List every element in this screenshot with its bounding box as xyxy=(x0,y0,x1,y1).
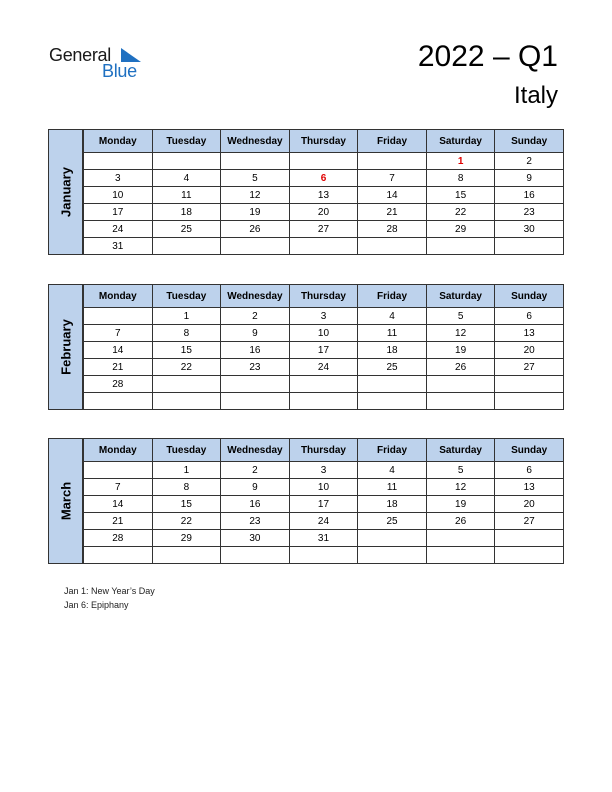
day-cell: 23 xyxy=(221,359,290,376)
day-cell: 17 xyxy=(84,204,153,221)
weekday-header: Thursday xyxy=(289,130,358,153)
month-label: March xyxy=(48,438,83,564)
weekday-header: Monday xyxy=(84,439,153,462)
day-cell xyxy=(84,547,153,564)
weekday-header: Sunday xyxy=(495,130,564,153)
day-cell: 25 xyxy=(358,359,427,376)
brand-logo xyxy=(49,45,149,81)
day-cell: 6 xyxy=(289,170,358,187)
day-cell: 30 xyxy=(495,221,564,238)
day-cell xyxy=(358,530,427,547)
day-cell: 15 xyxy=(152,342,221,359)
weekday-header: Saturday xyxy=(426,439,495,462)
holiday-note: Jan 6: Epiphany xyxy=(64,600,129,610)
week-row xyxy=(84,325,564,342)
month-label: January xyxy=(48,129,83,255)
day-cell: 20 xyxy=(289,204,358,221)
weekday-header-row xyxy=(84,439,564,462)
month-march xyxy=(48,438,564,564)
week-row xyxy=(84,513,564,530)
day-cell: 15 xyxy=(426,187,495,204)
day-cell xyxy=(289,547,358,564)
day-cell: 3 xyxy=(84,170,153,187)
day-cell: 24 xyxy=(289,359,358,376)
day-cell: 26 xyxy=(426,359,495,376)
day-cell xyxy=(495,238,564,255)
day-cell: 11 xyxy=(358,325,427,342)
day-cell xyxy=(495,393,564,410)
day-cell: 7 xyxy=(358,170,427,187)
day-cell: 12 xyxy=(221,187,290,204)
day-cell xyxy=(84,393,153,410)
day-cell: 29 xyxy=(426,221,495,238)
day-cell xyxy=(289,153,358,170)
brand-name-general: General xyxy=(49,45,111,65)
day-cell: 22 xyxy=(426,204,495,221)
calendar-grid xyxy=(83,284,564,410)
day-cell xyxy=(84,153,153,170)
weekday-header: Tuesday xyxy=(152,130,221,153)
day-cell: 12 xyxy=(426,479,495,496)
day-cell xyxy=(152,376,221,393)
day-cell: 29 xyxy=(152,530,221,547)
day-cell: 18 xyxy=(358,342,427,359)
holiday-notes xyxy=(64,584,155,612)
day-cell: 19 xyxy=(426,496,495,513)
day-cell: 13 xyxy=(495,325,564,342)
day-cell: 8 xyxy=(152,479,221,496)
day-cell xyxy=(426,547,495,564)
day-cell: 8 xyxy=(426,170,495,187)
day-cell: 18 xyxy=(358,496,427,513)
day-cell: 11 xyxy=(358,479,427,496)
day-cell: 3 xyxy=(289,308,358,325)
day-cell: 16 xyxy=(221,496,290,513)
day-cell xyxy=(221,238,290,255)
month-january xyxy=(48,129,564,255)
holiday-note: Jan 1: New Year’s Day xyxy=(64,586,155,596)
day-cell xyxy=(426,238,495,255)
day-cell xyxy=(152,153,221,170)
weekday-header: Friday xyxy=(358,439,427,462)
day-cell xyxy=(495,530,564,547)
day-cell xyxy=(358,376,427,393)
day-cell xyxy=(426,530,495,547)
day-cell: 4 xyxy=(358,462,427,479)
weekday-header: Sunday xyxy=(495,285,564,308)
week-row xyxy=(84,221,564,238)
day-cell xyxy=(495,547,564,564)
day-cell: 25 xyxy=(152,221,221,238)
week-row xyxy=(84,204,564,221)
month-february xyxy=(48,284,564,410)
day-cell: 9 xyxy=(495,170,564,187)
week-row xyxy=(84,376,564,393)
day-cell: 27 xyxy=(495,513,564,530)
week-row xyxy=(84,530,564,547)
weekday-header: Tuesday xyxy=(152,439,221,462)
day-cell: 26 xyxy=(426,513,495,530)
day-cell: 18 xyxy=(152,204,221,221)
weekday-header-row xyxy=(84,130,564,153)
weekday-header: Monday xyxy=(84,130,153,153)
day-cell xyxy=(152,238,221,255)
day-cell: 10 xyxy=(289,479,358,496)
day-cell: 24 xyxy=(289,513,358,530)
day-cell: 2 xyxy=(221,462,290,479)
day-cell: 13 xyxy=(495,479,564,496)
day-cell xyxy=(289,376,358,393)
day-cell: 4 xyxy=(358,308,427,325)
day-cell: 22 xyxy=(152,359,221,376)
day-cell: 22 xyxy=(152,513,221,530)
day-cell: 21 xyxy=(358,204,427,221)
day-cell: 5 xyxy=(426,462,495,479)
week-row xyxy=(84,496,564,513)
day-cell: 21 xyxy=(84,513,153,530)
day-cell xyxy=(358,393,427,410)
week-row xyxy=(84,170,564,187)
day-cell: 31 xyxy=(289,530,358,547)
day-cell xyxy=(289,238,358,255)
day-cell: 15 xyxy=(152,496,221,513)
day-cell xyxy=(495,376,564,393)
day-cell: 30 xyxy=(221,530,290,547)
day-cell: 10 xyxy=(84,187,153,204)
week-row xyxy=(84,238,564,255)
day-cell: 1 xyxy=(152,308,221,325)
day-cell: 19 xyxy=(426,342,495,359)
week-row xyxy=(84,462,564,479)
day-cell: 12 xyxy=(426,325,495,342)
day-cell: 5 xyxy=(221,170,290,187)
day-cell: 7 xyxy=(84,325,153,342)
weekday-header: Monday xyxy=(84,285,153,308)
day-cell: 2 xyxy=(221,308,290,325)
day-cell: 17 xyxy=(289,496,358,513)
week-row xyxy=(84,153,564,170)
day-cell xyxy=(221,547,290,564)
calendar-grid xyxy=(83,129,564,255)
week-row xyxy=(84,547,564,564)
day-cell xyxy=(358,547,427,564)
day-cell: 3 xyxy=(289,462,358,479)
day-cell: 20 xyxy=(495,496,564,513)
weekday-header: Wednesday xyxy=(221,439,290,462)
weekday-header: Thursday xyxy=(289,439,358,462)
day-cell: 6 xyxy=(495,308,564,325)
day-cell: 27 xyxy=(289,221,358,238)
day-cell: 27 xyxy=(495,359,564,376)
day-cell: 9 xyxy=(221,479,290,496)
day-cell xyxy=(84,462,153,479)
day-cell: 11 xyxy=(152,187,221,204)
day-cell: 5 xyxy=(426,308,495,325)
day-cell: 20 xyxy=(495,342,564,359)
day-cell: 16 xyxy=(495,187,564,204)
week-row xyxy=(84,479,564,496)
day-cell: 6 xyxy=(495,462,564,479)
day-cell: 28 xyxy=(84,530,153,547)
logo-flag-icon xyxy=(121,48,141,62)
day-cell: 26 xyxy=(221,221,290,238)
weekday-header: Thursday xyxy=(289,285,358,308)
day-cell: 16 xyxy=(221,342,290,359)
month-label: February xyxy=(48,284,83,410)
day-cell: 28 xyxy=(358,221,427,238)
weekday-header-row xyxy=(84,285,564,308)
day-cell: 14 xyxy=(358,187,427,204)
day-cell xyxy=(221,153,290,170)
day-cell: 8 xyxy=(152,325,221,342)
day-cell: 10 xyxy=(289,325,358,342)
day-cell: 14 xyxy=(84,342,153,359)
day-cell xyxy=(426,393,495,410)
day-cell: 9 xyxy=(221,325,290,342)
day-cell xyxy=(221,393,290,410)
week-row xyxy=(84,393,564,410)
day-cell: 28 xyxy=(84,376,153,393)
weekday-header: Sunday xyxy=(495,439,564,462)
day-cell: 4 xyxy=(152,170,221,187)
day-cell xyxy=(358,153,427,170)
week-row xyxy=(84,342,564,359)
day-cell xyxy=(221,376,290,393)
day-cell: 1 xyxy=(152,462,221,479)
day-cell xyxy=(152,547,221,564)
day-cell: 31 xyxy=(84,238,153,255)
day-cell: 24 xyxy=(84,221,153,238)
day-cell: 7 xyxy=(84,479,153,496)
weekday-header: Tuesday xyxy=(152,285,221,308)
day-cell xyxy=(289,393,358,410)
weekday-header: Friday xyxy=(358,130,427,153)
day-cell: 21 xyxy=(84,359,153,376)
page-title: 2022 – Q1 xyxy=(417,40,558,73)
day-cell xyxy=(358,238,427,255)
weekday-header: Saturday xyxy=(426,285,495,308)
day-cell: 19 xyxy=(221,204,290,221)
calendar-grid xyxy=(83,438,564,564)
day-cell: 23 xyxy=(495,204,564,221)
day-cell xyxy=(152,393,221,410)
brand-name-blue: Blue xyxy=(102,61,137,81)
day-cell: 2 xyxy=(495,153,564,170)
day-cell: 17 xyxy=(289,342,358,359)
weekday-header: Saturday xyxy=(426,130,495,153)
weekday-header: Friday xyxy=(358,285,427,308)
day-cell: 25 xyxy=(358,513,427,530)
week-row xyxy=(84,359,564,376)
day-cell xyxy=(84,308,153,325)
week-row xyxy=(84,187,564,204)
day-cell: 1 xyxy=(426,153,495,170)
country-name: Italy xyxy=(513,82,558,109)
week-row xyxy=(84,308,564,325)
weekday-header: Wednesday xyxy=(221,285,290,308)
weekday-header: Wednesday xyxy=(221,130,290,153)
day-cell xyxy=(426,376,495,393)
day-cell: 13 xyxy=(289,187,358,204)
day-cell: 14 xyxy=(84,496,153,513)
day-cell: 23 xyxy=(221,513,290,530)
